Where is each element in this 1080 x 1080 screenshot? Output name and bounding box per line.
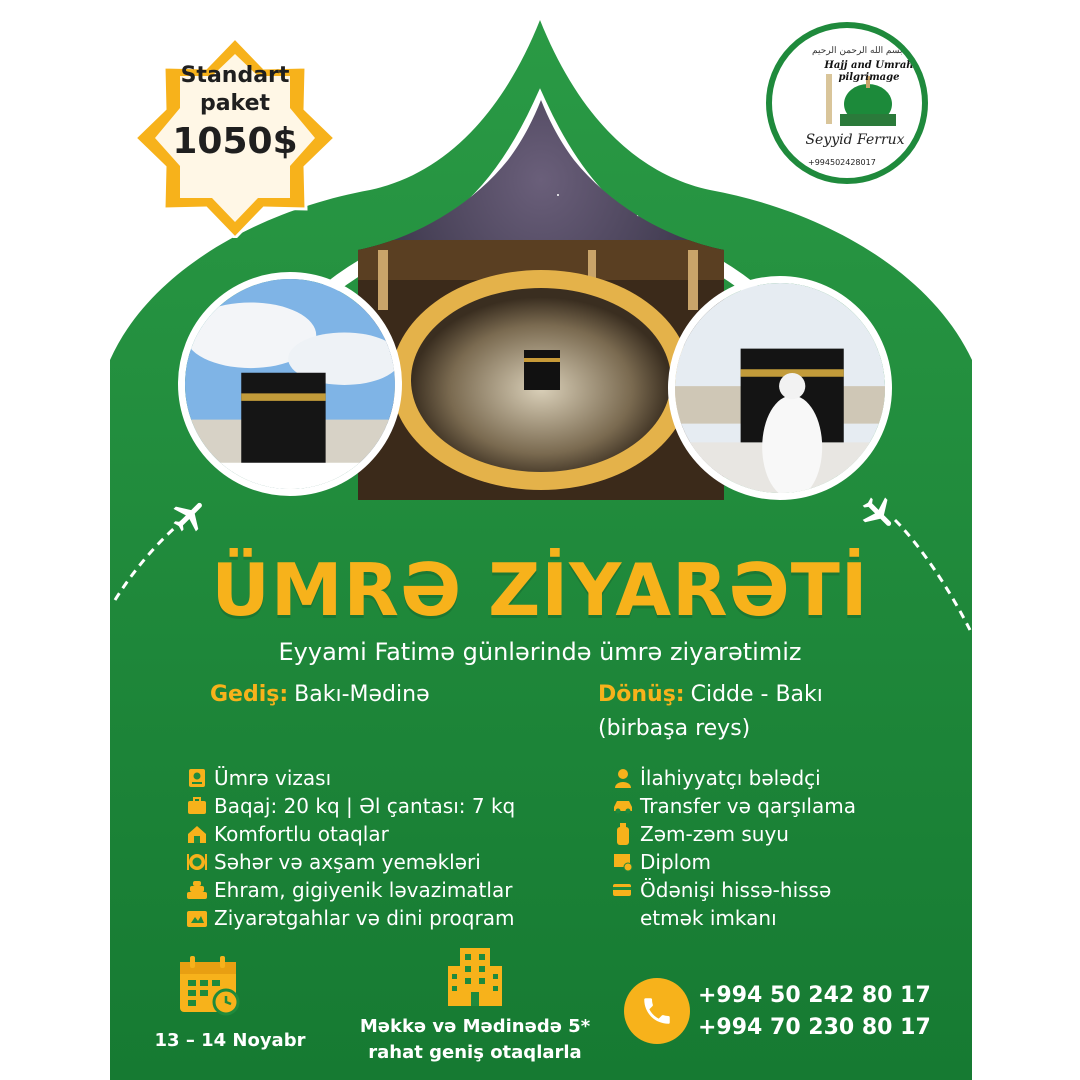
feature-text: Diplom	[640, 850, 711, 874]
logo-phone: +994502428017	[808, 158, 876, 167]
hotel-line-1: Məkkə və Mədinədə 5*	[359, 1016, 591, 1037]
meal-icon	[186, 851, 208, 873]
feature-text: İlahiyyatçı bələdçi	[640, 766, 821, 790]
subtitle: Eyyami Fatimə günlərində ümrə ziyarətimiz	[278, 638, 802, 666]
visa-icon	[186, 767, 208, 789]
plane-left-icon	[170, 496, 210, 536]
route-departure-label: Gediş:	[210, 682, 289, 707]
features-right-list	[612, 764, 856, 932]
list-item	[612, 820, 856, 848]
feature-text: Baqaj: 20 kq | Əl çantası: 7 kq	[214, 794, 516, 818]
list-item	[612, 876, 856, 904]
phone-icon[interactable]	[624, 978, 690, 1044]
car-icon	[612, 795, 634, 817]
list-item	[612, 848, 856, 876]
feature-text: Transfer və qarşılama	[640, 794, 856, 818]
feature-text: Ehram, gigiyenik ləvazimatlar	[214, 878, 513, 902]
badge-price: 1050$	[172, 121, 298, 162]
phone-number-1[interactable]: +994 50 242 80 17	[698, 983, 931, 1008]
payment-icon	[612, 879, 634, 901]
list-item	[612, 904, 856, 932]
house-icon	[186, 823, 208, 845]
feature-text: Zəm-zəm suyu	[640, 822, 789, 846]
list-item	[186, 792, 515, 820]
logo-signature: Seyyid Ferrux	[805, 132, 905, 148]
company-logo	[766, 22, 942, 184]
feature-text: Ödənişi hissə-hissə	[640, 878, 832, 902]
list-item	[186, 820, 515, 848]
list-item	[186, 876, 515, 904]
logo-arabic: بسم الله الرحمن الرحيم	[812, 46, 903, 56]
feature-text: Səhər və axşam yeməkləri	[214, 850, 481, 874]
logo-title: Hajj and Umrah pilgrimage	[824, 60, 914, 83]
route-return	[598, 678, 918, 746]
list-item	[612, 764, 856, 792]
supplies-icon	[186, 879, 208, 901]
features-left-list	[186, 764, 515, 932]
phone-numbers	[698, 980, 931, 1044]
hotel-text	[320, 1014, 630, 1066]
hotel-line-2: rahat geniş otaqlarla	[368, 1042, 582, 1063]
list-item	[612, 792, 856, 820]
feature-text: Ziyarətgahlar və dini proqram	[214, 906, 515, 930]
kaaba-night-photo	[358, 100, 724, 500]
route-departure-value: Bakı-Mədinə	[294, 682, 430, 707]
calendar-icon	[178, 956, 242, 1016]
page-title: ÜMRƏ ZİYARƏTİ	[211, 548, 869, 632]
feature-text: Ümrə vizası	[214, 766, 332, 790]
list-item	[186, 848, 515, 876]
list-item	[186, 904, 515, 932]
list-item	[186, 764, 515, 792]
phone-number-2[interactable]: +994 70 230 80 17	[698, 1015, 931, 1040]
price-badge	[135, 38, 335, 238]
badge-line-1: Standart	[180, 63, 290, 88]
luggage-icon	[186, 795, 208, 817]
route-return-value: Cidde - Bakı	[690, 682, 823, 707]
water-icon	[612, 823, 634, 845]
feature-text: Komfortlu otaqlar	[214, 822, 389, 846]
badge-line-2: paket	[199, 91, 271, 116]
kaaba-day-photo	[178, 272, 402, 496]
program-icon	[186, 907, 208, 929]
route-return-note: (birbaşa reys)	[598, 716, 751, 741]
guide-icon	[612, 767, 634, 789]
date-text: 13 – 14 Noyabr	[154, 1030, 306, 1051]
hotel-building-icon	[446, 948, 504, 1006]
pilgrim-kaaba-photo	[668, 276, 892, 500]
diploma-icon	[612, 851, 634, 873]
plane-right-icon	[858, 494, 898, 534]
route-departure	[210, 678, 430, 712]
route-return-label: Dönüş:	[598, 682, 685, 707]
feature-text: etmək imkanı	[640, 906, 777, 930]
